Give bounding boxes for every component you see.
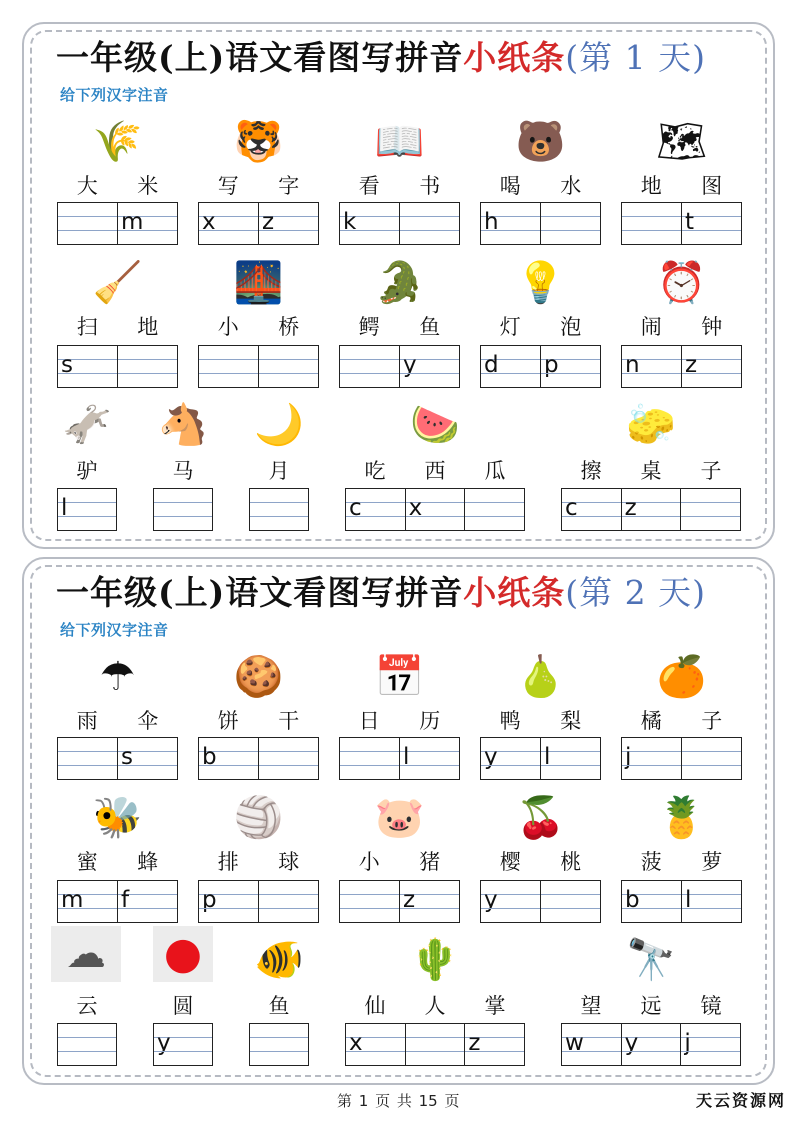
cherry-icon: 🍒 [515,795,566,841]
pinyin-initial: b [202,744,217,770]
panel-title [56,38,706,78]
hanzi-label [198,850,319,874]
hanzi-char: 子 [700,459,722,483]
pinyin-initial: m [61,887,84,913]
pinyin-initial: n [625,352,640,378]
pinyin-cell[interactable] [680,1024,740,1065]
pinyin-initial: m [121,209,144,235]
red-circle-icon: ● [153,926,213,982]
hanzi-char: 干 [278,709,300,733]
pinyin-initial: b [625,887,640,913]
pinyin-writing-grid [153,488,213,531]
pinyin-initial: c [565,495,578,521]
hanzi-char: 仙 [364,994,386,1018]
pinyin-cell[interactable] [117,738,177,779]
pinyin-initial: p [544,352,559,378]
hanzi-label [249,994,309,1018]
pinyin-cell[interactable] [117,881,177,922]
pinyin-cell[interactable] [199,346,258,387]
hanzi-label [57,850,178,874]
pinyin-cell[interactable] [117,203,177,244]
hanzi-char: 镜 [700,994,722,1018]
pinyin-cell[interactable] [681,738,741,779]
hanzi-char: 鱼 [268,994,290,1018]
pinyin-initial: w [565,1030,584,1056]
pineapple-icon: 🍍 [656,795,707,841]
hanzi-label [57,174,178,198]
pinyin-cell[interactable] [258,203,318,244]
pinyin-initial: y [484,744,498,770]
hanzi-label [57,459,117,483]
hanzi-char: 米 [137,174,159,198]
pinyin-cell[interactable] [621,1024,681,1065]
pinyin-cell[interactable] [58,203,117,244]
pinyin-initial: y [157,1030,171,1056]
hanzi-char: 西 [424,459,446,483]
hanzi-char: 伞 [137,709,159,733]
pinyin-cell[interactable] [58,1024,116,1065]
hanzi-label [339,709,460,733]
pinyin-initial: z [403,887,416,913]
hanzi-char: 子 [701,709,723,733]
panel-title [56,573,706,613]
pinyin-initial: t [685,209,695,235]
pinyin-cell[interactable] [622,881,681,922]
hanzi-char: 泡 [560,315,582,339]
pinyin-initial: f [121,887,130,913]
pinyin-cell[interactable] [681,881,741,922]
pinyin-cell[interactable] [340,738,399,779]
pinyin-writing-grid [57,202,178,245]
pinyin-writing-grid [249,488,309,531]
hanzi-label [57,994,117,1018]
pinyin-writing-grid [621,880,742,923]
hanzi-char: 吃 [364,459,386,483]
title-highlight: 小纸条 [463,573,566,612]
pinyin-cell[interactable] [622,738,681,779]
hanzi-char: 橘 [640,709,662,733]
title-day: (第 2 天) [565,573,706,612]
pinyin-cell[interactable] [399,738,459,779]
pinyin-initial: j [684,1030,691,1056]
hanzi-label [339,850,460,874]
pinyin-writing-grid [621,202,742,245]
volleyball-icon: 🏐 [233,795,284,841]
rice-sack-icon: 🌾 [92,119,143,165]
hanzi-char: 写 [217,174,239,198]
pinyin-initial: y [484,887,498,913]
pinyin-cell[interactable] [258,881,318,922]
hanzi-label [198,709,319,733]
pinyin-writing-grid [345,488,525,531]
bee-icon: 🐝 [92,795,143,841]
hanzi-label [57,315,178,339]
hanzi-char: 桃 [560,850,582,874]
hanzi-char: 排 [217,850,239,874]
hanzi-label [345,994,525,1018]
pinyin-writing-grid [198,880,319,923]
worksheet-panel-day-2 [22,557,775,1085]
hanzi-char: 喝 [499,174,521,198]
pinyin-initial: x [202,209,216,235]
pinyin-writing-grid [339,202,460,245]
pinyin-cell[interactable] [154,1024,212,1065]
pinyin-writing-grid [621,345,742,388]
pinyin-writing-grid [57,345,178,388]
hanzi-char: 猪 [419,850,441,874]
hanzi-char: 望 [580,994,602,1018]
hanzi-char: 桌 [640,459,662,483]
pinyin-cell[interactable] [481,738,540,779]
pinyin-writing-grid [57,880,178,923]
hanzi-char: 钟 [701,315,723,339]
hanzi-char: 菠 [640,850,662,874]
pinyin-cell[interactable] [481,203,540,244]
pinyin-cell[interactable] [464,1024,524,1065]
hanzi-char: 马 [172,459,194,483]
pinyin-writing-grid [57,737,178,780]
hanzi-char: 萝 [701,850,723,874]
hanzi-char: 驴 [76,459,98,483]
hanzi-label [621,850,742,874]
cloud-icon: ☁ [51,926,121,982]
pinyin-initial: y [403,352,417,378]
pinyin-cell[interactable] [58,881,117,922]
pinyin-writing-grid [57,1023,117,1066]
hanzi-char: 地 [137,315,159,339]
pinyin-cell[interactable] [562,489,621,530]
pig-icon: 🐷 [374,795,425,841]
hanzi-char: 饼 [217,709,239,733]
pinyin-cell[interactable] [540,738,600,779]
crocodile-icon: 🐊 [374,260,425,306]
pinyin-writing-grid [345,1023,525,1066]
hanzi-char: 圆 [172,994,194,1018]
cat-sweeping-icon: 🧹 [92,260,143,306]
cookies-icon: 🍪 [233,654,284,700]
pinyin-cell[interactable] [681,203,741,244]
hanzi-char: 闹 [640,315,662,339]
title-main: 一年级(上)语文看图写拼音 [56,38,464,77]
hanzi-char: 人 [424,994,446,1018]
hanzi-char: 鱼 [419,315,441,339]
pinyin-writing-grid [153,1023,213,1066]
hanzi-char: 字 [278,174,300,198]
hanzi-label [621,174,742,198]
hanzi-char: 扫 [76,315,98,339]
hanzi-char: 瓜 [484,459,506,483]
pinyin-writing-grid [480,880,601,923]
hanzi-label [198,174,319,198]
tangerine-icon: 🍊 [656,654,707,700]
cactus-icon: 🌵 [410,937,460,983]
pinyin-initial: s [121,744,133,770]
hanzi-label [57,709,178,733]
hanzi-char: 云 [76,994,98,1018]
hanzi-char: 灯 [499,315,521,339]
tiger-writing-icon: 🐯 [233,119,284,165]
pinyin-initial: l [685,887,692,913]
hanzi-char: 雨 [76,709,98,733]
hanzi-char: 小 [217,315,239,339]
pinyin-cell[interactable] [464,489,524,530]
pinyin-cell[interactable] [621,489,681,530]
hanzi-char: 图 [701,174,723,198]
map-icon: 🗺 [656,119,707,165]
pinyin-writing-grid [249,1023,309,1066]
hanzi-char: 樱 [499,850,521,874]
pinyin-cell[interactable] [399,203,459,244]
pinyin-initial: x [349,1030,363,1056]
hanzi-label [345,459,525,483]
pinyin-cell[interactable] [680,489,740,530]
hanzi-char: 蜜 [76,850,98,874]
pinyin-cell[interactable] [58,738,117,779]
pinyin-cell[interactable] [154,489,212,530]
hanzi-label [480,850,601,874]
pinyin-initial: l [61,495,68,521]
hanzi-label [561,459,741,483]
pinyin-cell[interactable] [399,346,459,387]
pinyin-cell[interactable] [258,738,318,779]
pinyin-cell[interactable] [481,346,540,387]
pinyin-initial: p [202,887,217,913]
instruction-text: 给下列汉字注音 [60,621,169,639]
hanzi-label [153,994,213,1018]
calendar-icon: 📅 [374,654,425,700]
pinyin-cell[interactable] [58,489,116,530]
pinyin-initial: d [484,352,499,378]
hanzi-char: 大 [76,174,98,198]
page-indicator: 第 1 页 共 15 页 [337,1092,460,1110]
pinyin-cell[interactable] [540,203,600,244]
hanzi-label [480,709,601,733]
alarm-clock-icon: ⏰ [656,260,707,306]
pinyin-writing-grid [480,737,601,780]
pinyin-cell[interactable] [199,881,258,922]
pinyin-cell[interactable] [340,346,399,387]
moon-icon: 🌙 [254,402,304,448]
pinyin-cell[interactable] [562,1024,621,1065]
pinyin-initial: z [685,352,698,378]
pinyin-writing-grid [480,202,601,245]
hanzi-label [480,174,601,198]
hanzi-char: 历 [419,709,441,733]
pinyin-cell[interactable] [250,1024,308,1065]
pinyin-cell[interactable] [405,1024,465,1065]
pinyin-writing-grid [198,345,319,388]
umbrella-icon: ☂ [99,654,136,700]
pinyin-initial: k [343,209,357,235]
hanzi-char: 擦 [580,459,602,483]
hanzi-char: 梨 [560,709,582,733]
pinyin-cell[interactable] [681,346,741,387]
binoculars-icon: 🔭 [626,937,676,983]
pinyin-cell[interactable] [117,346,177,387]
pinyin-cell[interactable] [346,489,405,530]
pinyin-cell[interactable] [346,1024,405,1065]
hanzi-label [339,315,460,339]
pinyin-initial: z [262,209,275,235]
hanzi-label [249,459,309,483]
hanzi-label [561,994,741,1018]
light-bulb-icon: 💡 [515,260,566,306]
pinyin-initial: z [468,1030,481,1056]
hanzi-char: 球 [278,850,300,874]
pinyin-cell[interactable] [250,489,308,530]
pinyin-writing-grid [339,345,460,388]
pinyin-cell[interactable] [258,346,318,387]
pinyin-initial: h [484,209,499,235]
hanzi-char: 书 [419,174,441,198]
hanzi-char: 鳄 [358,315,380,339]
donkey-icon: 🫏 [62,402,112,448]
hanzi-label [339,174,460,198]
hanzi-char: 看 [358,174,380,198]
title-main: 一年级(上)语文看图写拼音 [56,573,464,612]
girl-reading-icon: 📖 [374,119,425,165]
pinyin-cell[interactable] [58,346,117,387]
pinyin-cell[interactable] [199,203,258,244]
pinyin-writing-grid [621,737,742,780]
pinyin-writing-grid [561,488,741,531]
brand-watermark: 天云资源网 [696,1091,787,1110]
hanzi-char: 桥 [278,315,300,339]
pinyin-writing-grid [198,737,319,780]
hanzi-char: 小 [358,850,380,874]
hanzi-char: 月 [268,459,290,483]
pinyin-initial: s [61,352,73,378]
pinyin-initial: y [624,1030,639,1056]
hanzi-label [621,709,742,733]
pinyin-writing-grid [339,737,460,780]
pinyin-cell[interactable] [340,203,399,244]
pinyin-cell[interactable] [481,881,540,922]
pinyin-initial: l [544,744,551,770]
pinyin-initial: j [625,744,632,770]
hanzi-label [621,315,742,339]
pinyin-cell[interactable] [340,881,399,922]
pinyin-cell[interactable] [405,489,465,530]
pinyin-writing-grid [57,488,117,531]
clownfish-icon: 🐠 [254,937,304,983]
pinyin-initial: c [349,495,362,521]
worksheet-panel-day-1 [22,22,775,549]
pinyin-cell[interactable] [399,881,459,922]
hanzi-label [480,315,601,339]
pinyin-initial: z [624,495,637,521]
pinyin-writing-grid [339,880,460,923]
pinyin-writing-grid [561,1023,741,1066]
pinyin-writing-grid [198,202,319,245]
pinyin-cell[interactable] [622,203,681,244]
hanzi-char: 掌 [484,994,506,1018]
hanzi-label [198,315,319,339]
pinyin-cell[interactable] [199,738,258,779]
hanzi-char: 鸭 [499,709,521,733]
pinyin-writing-grid [480,345,601,388]
pinyin-cell[interactable] [540,881,600,922]
grandma-cleaning-table-icon: 🧽 [626,402,676,448]
title-highlight: 小纸条 [463,38,566,77]
pinyin-initial: x [408,495,423,521]
pear-icon: 🍐 [515,654,566,700]
bear-drinking-icon: 🐻 [515,119,566,165]
hanzi-char: 远 [640,994,662,1018]
hanzi-label [153,459,213,483]
pinyin-cell[interactable] [540,346,600,387]
title-day: (第 1 天) [565,38,706,77]
pinyin-initial: l [403,744,410,770]
instruction-text: 给下列汉字注音 [60,86,169,104]
hanzi-char: 日 [358,709,380,733]
girl-eating-watermelon-icon: 🍉 [410,402,460,448]
horse-icon: 🐴 [158,402,208,448]
hanzi-char: 蜂 [137,850,159,874]
bridge-icon: 🌉 [233,260,284,306]
hanzi-char: 地 [640,174,662,198]
hanzi-char: 水 [560,174,582,198]
pinyin-cell[interactable] [622,346,681,387]
